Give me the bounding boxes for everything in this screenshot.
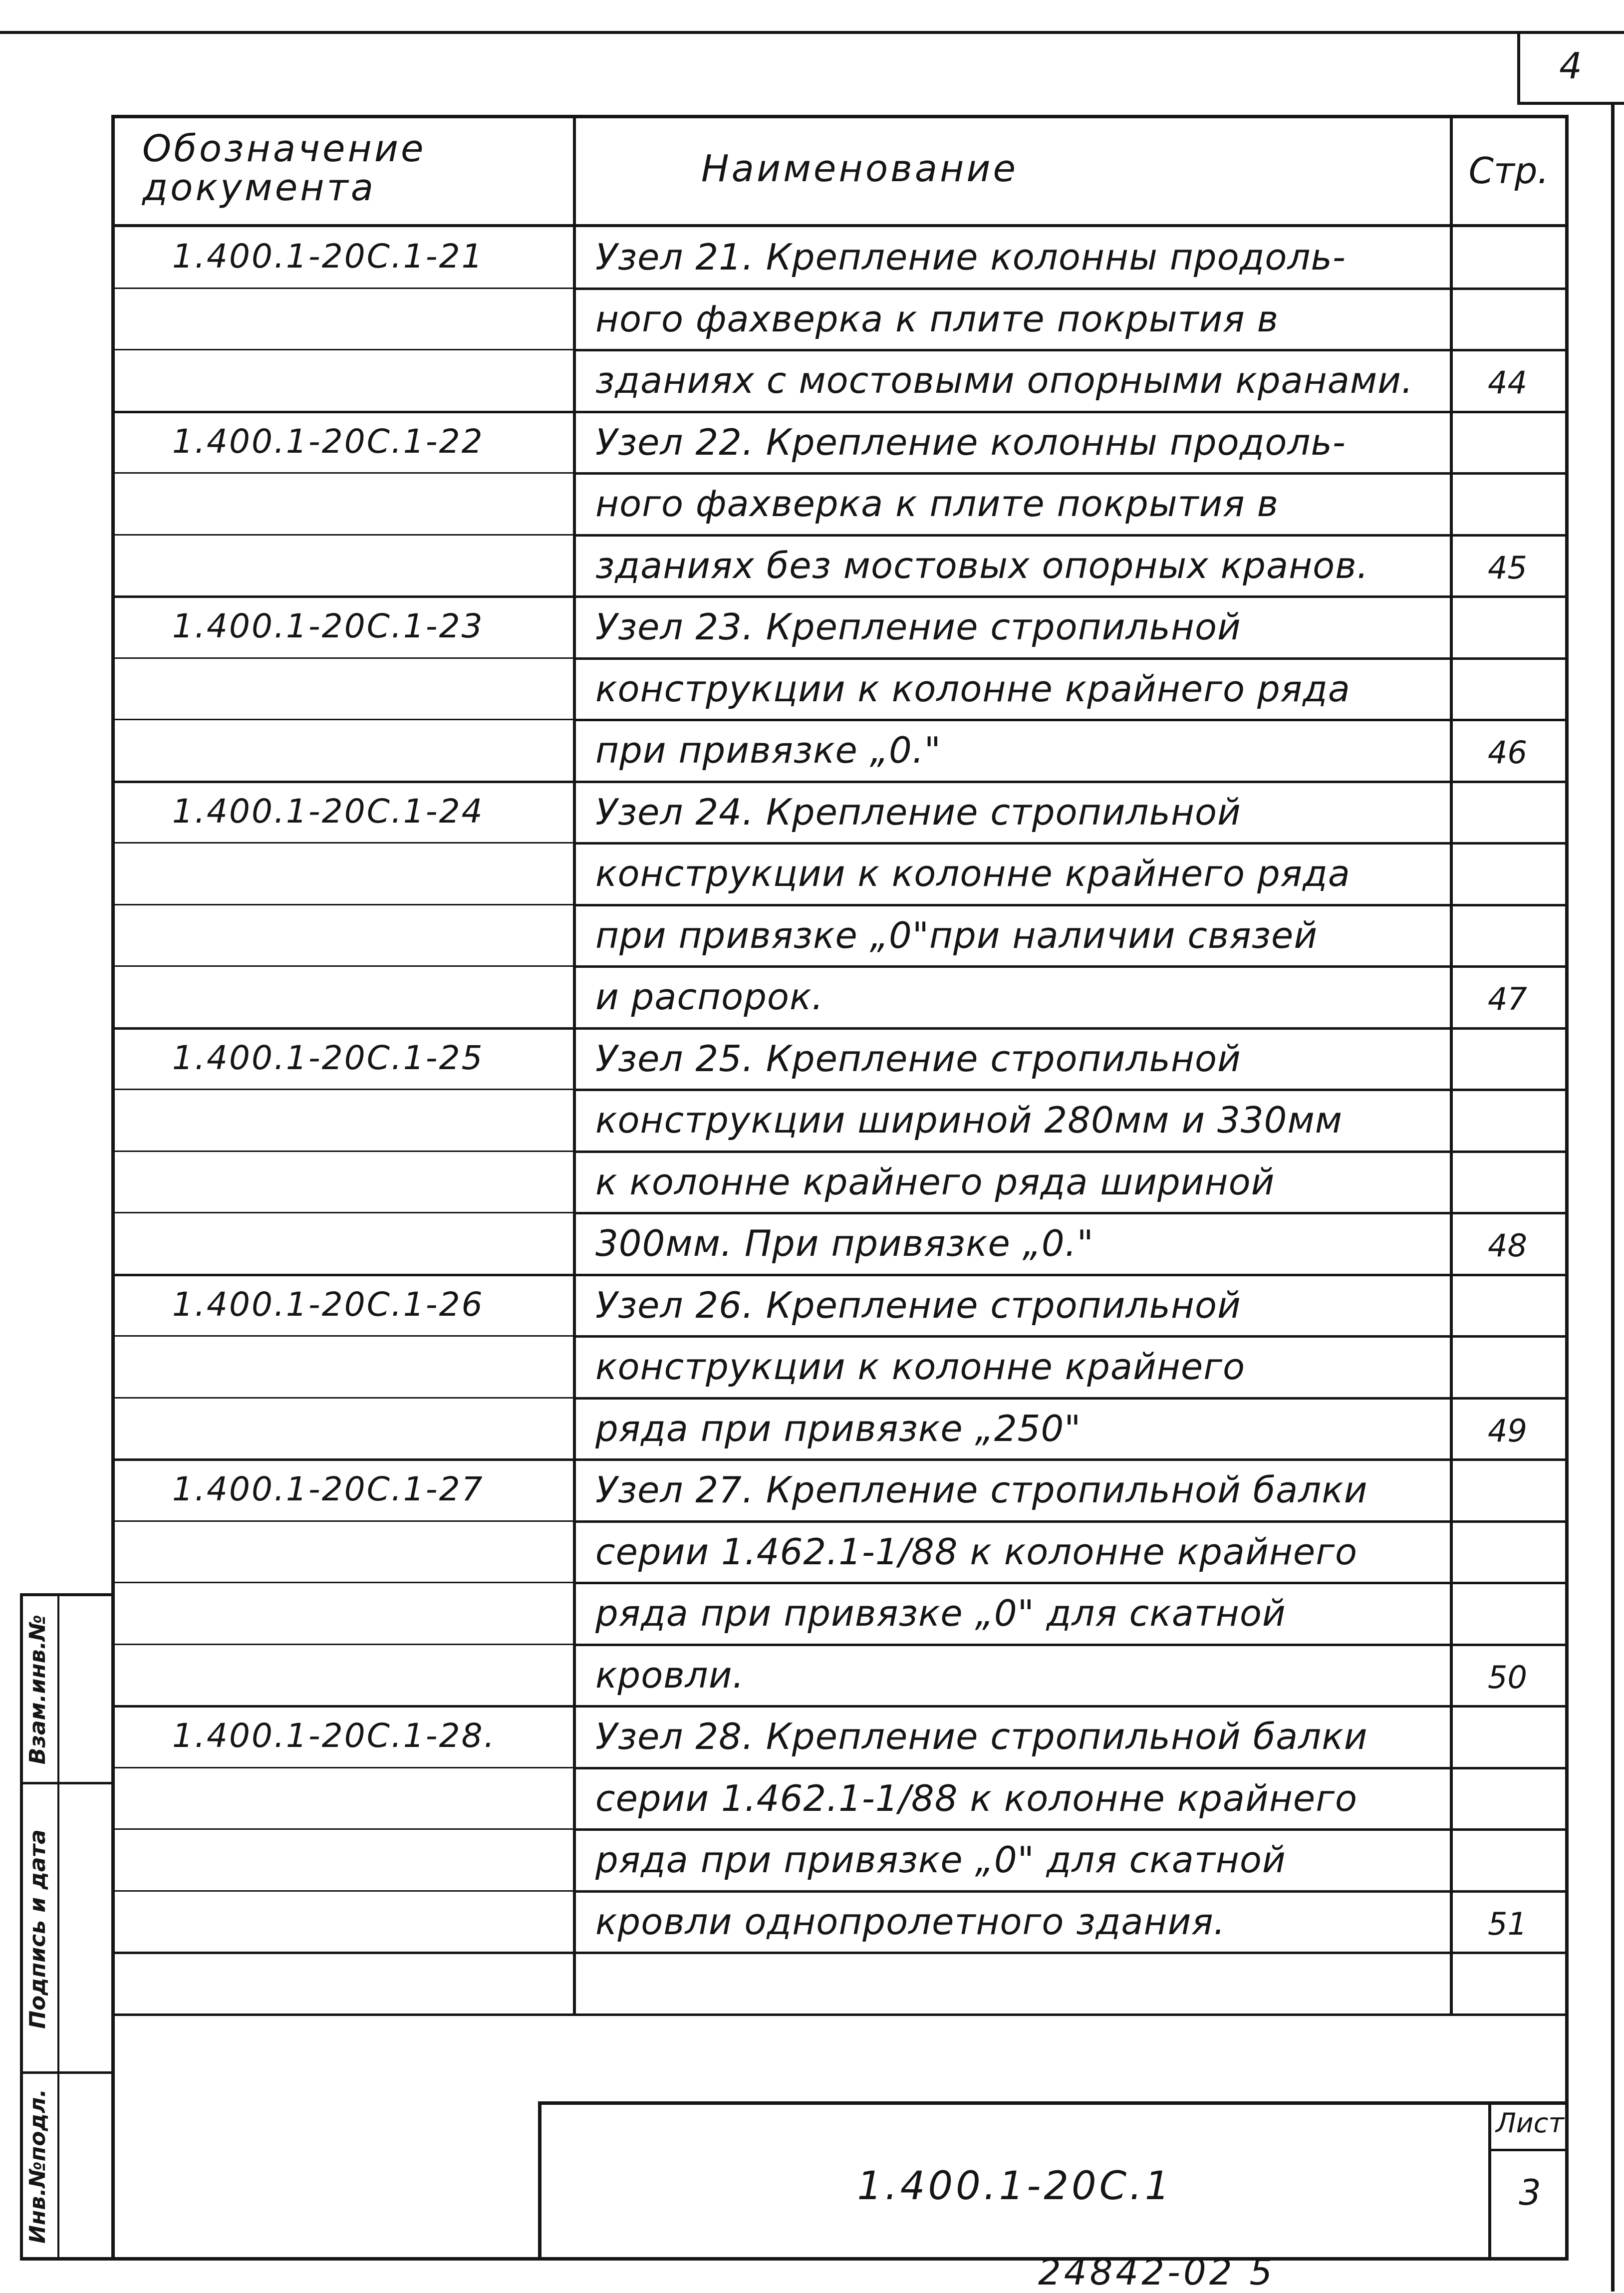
- table-row-line: [115, 595, 1565, 598]
- row-name-line: при привязке „0.": [595, 729, 941, 771]
- title-doc-code: 1.400.1-20С.1: [857, 2164, 1173, 2209]
- row-name-line: ного фахверка к плите покрытия в: [595, 483, 1279, 525]
- table-row-line: [573, 842, 1565, 845]
- table-row-line: [573, 1520, 1565, 1523]
- table-row-line: [573, 1767, 1565, 1769]
- table-row-line: [573, 657, 1565, 660]
- table-row-line-light: [115, 1520, 573, 1522]
- row-name-line: и распорок.: [595, 976, 824, 1018]
- table-row-line: [573, 965, 1565, 968]
- table-row-line: [573, 472, 1565, 475]
- header-designation: Обозначение документа: [142, 127, 426, 209]
- row-name-line: Узел 28. Крепление стропильной балки: [595, 1716, 1368, 1757]
- corner-page-number: 4: [1559, 45, 1582, 87]
- row-name-line: конструкции шириной 280мм и 330мм: [595, 1099, 1343, 1141]
- row-name-line: Узел 27. Крепление стропильной балки: [595, 1469, 1368, 1511]
- row-name-line: зданиях с мостовыми опорными кранами.: [595, 359, 1413, 401]
- table-row-line: [115, 1458, 1565, 1461]
- row-code: 1.400.1-20С.1-22: [172, 422, 484, 461]
- table-row-line: [573, 1397, 1565, 1400]
- header-divider: [115, 224, 1565, 227]
- row-name-line: Узел 24. Крепление стропильной: [595, 791, 1241, 833]
- table-row-line-light: [115, 1828, 573, 1830]
- table-row-line: [115, 2013, 1565, 2016]
- row-code: 1.400.1-20С.1-26: [172, 1285, 484, 1324]
- row-name-line: конструкции к колонне крайнего: [595, 1346, 1246, 1388]
- frame-right-outer: [1611, 105, 1615, 2292]
- top-frame-line: [0, 31, 1624, 34]
- stamp-signature-date: Подпись и дата: [25, 1829, 50, 2029]
- row-name-line: кровли.: [595, 1654, 745, 1696]
- table-row-line-light: [115, 657, 573, 659]
- row-name-line: Узел 26. Крепление стропильной: [595, 1284, 1241, 1326]
- row-code: 1.400.1-20С.1-21: [172, 237, 484, 276]
- table-row-line: [573, 1335, 1565, 1338]
- table-row-line-light: [115, 1767, 573, 1768]
- table-row-line: [115, 1952, 1565, 1954]
- row-code: 1.400.1-20С.1-25: [172, 1038, 484, 1077]
- row-page: 47: [1488, 981, 1527, 1017]
- table-row-line: [573, 1089, 1565, 1091]
- stamp-replacement-inv: Взам.инв.№: [25, 1614, 50, 1765]
- table-row-line-light: [115, 472, 573, 474]
- header-page: Стр.: [1468, 150, 1549, 192]
- side-stamp-col: [57, 1593, 59, 2261]
- frame-bottom: [20, 2257, 1569, 2261]
- table-row-line: [115, 1705, 1565, 1708]
- table-row-line-light: [115, 349, 573, 350]
- table-row-line-light: [115, 1335, 573, 1337]
- row-name-line: кровли однопролетного здания.: [595, 1900, 1226, 1943]
- row-name-line: ряда при привязке „0" для скатной: [595, 1839, 1286, 1881]
- row-name-line: серии 1.462.1-1/88 к колонне крайнего: [595, 1777, 1358, 1819]
- row-code: 1.400.1-20С.1-23: [172, 607, 484, 645]
- stamp-original-inv: Инв.№подл.: [25, 2089, 50, 2244]
- row-name-line: Узел 22. Крепление колонны продоль-: [595, 421, 1346, 463]
- row-code: 1.400.1-20С.1-24: [172, 792, 484, 831]
- table-row-line-light: [115, 287, 573, 289]
- row-page: 49: [1488, 1412, 1527, 1449]
- row-name-line: при привязке „0"при наличии связей: [595, 914, 1318, 956]
- table-row-line: [573, 904, 1565, 906]
- table-row-line: [573, 349, 1565, 351]
- row-name-line: ряда при привязке „0" для скатной: [595, 1592, 1286, 1634]
- row-name-line: зданиях без мостовых опорных кранов.: [595, 544, 1369, 586]
- sheet-label: Лист: [1496, 2107, 1564, 2139]
- row-name-line: к колонне крайнего ряда шириной: [595, 1160, 1275, 1203]
- table-row-line: [573, 1582, 1565, 1584]
- table-row-line-light: [115, 534, 573, 536]
- frame-right-inner: [1565, 115, 1569, 2261]
- table-row-line-light: [115, 719, 573, 720]
- table-row-line-light: [115, 1089, 573, 1090]
- row-name-line: Узел 23. Крепление стропильной: [595, 606, 1241, 648]
- table-row-line: [115, 1027, 1565, 1030]
- row-page: 45: [1488, 549, 1527, 586]
- title-block-top: [539, 2101, 1569, 2105]
- corner-box-bottom: [1517, 102, 1624, 105]
- row-code: 1.400.1-20С.1-28.: [172, 1717, 496, 1755]
- bottom-stamp: 24842-02 5: [1038, 2251, 1276, 2293]
- table-row-line: [573, 1150, 1565, 1153]
- row-page: 44: [1488, 364, 1527, 401]
- row-page: 48: [1488, 1227, 1527, 1264]
- row-name-line: Узел 21. Крепление колонны продоль-: [595, 236, 1346, 278]
- title-block-sheet-div: [1488, 2149, 1569, 2151]
- row-code: 1.400.1-20С.1-27: [172, 1470, 484, 1508]
- row-name-line: Узел 25. Крепление стропильной: [595, 1037, 1241, 1080]
- table-row-line-light: [115, 904, 573, 905]
- table-row-line-light: [115, 842, 573, 844]
- table-row-line: [573, 1828, 1565, 1831]
- side-stamp-left: [20, 1593, 23, 2261]
- table-row-line: [573, 1212, 1565, 1214]
- table-row-line-light: [115, 1212, 573, 1213]
- table-row-line: [573, 1644, 1565, 1646]
- frame-top: [112, 115, 1569, 118]
- row-page: 46: [1488, 734, 1527, 771]
- row-name-line: 300мм. При привязке „0.": [595, 1222, 1094, 1264]
- row-page: 51: [1488, 1905, 1527, 1942]
- table-row-line-light: [115, 1150, 573, 1152]
- table-row-line-light: [115, 1644, 573, 1645]
- header-name: Наименование: [701, 147, 1019, 190]
- row-name-line: серии 1.462.1-1/88 к колонне крайнего: [595, 1530, 1358, 1573]
- table-row-line-light: [115, 1582, 573, 1583]
- table-row-line: [115, 1274, 1565, 1276]
- table-row-line: [573, 287, 1565, 290]
- row-name-line: ного фахверка к плите покрытия в: [595, 297, 1279, 340]
- table-row-line-light: [115, 965, 573, 967]
- row-name-line: конструкции к колонне крайнего ряда: [595, 667, 1351, 710]
- column-divider-code: [573, 115, 576, 2015]
- row-name-line: ряда при привязке „250": [595, 1407, 1082, 1449]
- table-row-line-light: [115, 1397, 573, 1399]
- table-row-line: [115, 781, 1565, 783]
- table-row-line: [573, 719, 1565, 721]
- table-row-line-light: [115, 1890, 573, 1892]
- row-page: 50: [1488, 1659, 1527, 1696]
- row-name-line: конструкции к колонне крайнего ряда: [595, 853, 1351, 894]
- table-row-line: [115, 411, 1565, 413]
- table-row-line: [573, 1890, 1565, 1893]
- table-row-line: [573, 534, 1565, 537]
- frame-left: [111, 115, 115, 2261]
- title-block-left: [538, 2101, 541, 2261]
- sheet-number: 3: [1519, 2172, 1541, 2213]
